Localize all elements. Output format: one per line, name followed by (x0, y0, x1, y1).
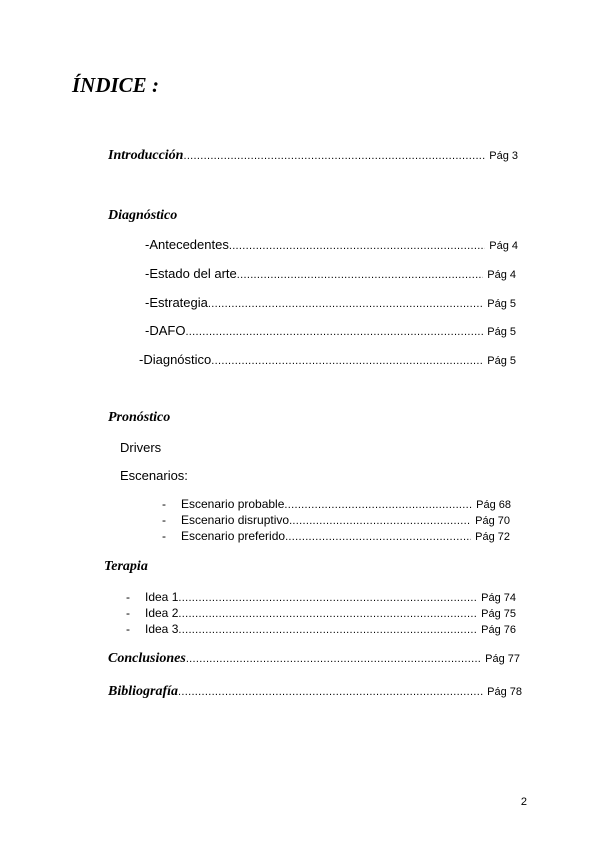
toc-entry-antecedentes[interactable] (145, 237, 518, 252)
toc-label-text: Escenario preferido (181, 529, 286, 543)
dot-leader (183, 150, 485, 162)
dot-leader (284, 499, 472, 511)
toc-page: Pág 5 (487, 355, 516, 367)
toc-entry-estrategia[interactable] (145, 295, 516, 310)
toc-page: Pág 76 (481, 624, 516, 636)
dot-leader (178, 608, 477, 620)
toc-label (126, 622, 178, 636)
page-number: 2 (520, 796, 527, 808)
toc-page: Pág 5 (487, 326, 516, 338)
toc-page: Pág 4 (489, 240, 518, 252)
toc-label: -Diagnóstico (139, 352, 212, 367)
section-heading-pronostico: Pronóstico (108, 410, 171, 425)
toc-entry-dafo[interactable] (145, 323, 516, 338)
bullet-dash: - (126, 606, 130, 620)
toc-page: Pág 3 (489, 150, 518, 162)
toc-entry-estado-del-arte[interactable] (145, 266, 516, 281)
toc-label-text: Escenario disruptivo (181, 513, 290, 527)
toc-label-text: Idea 1 (145, 590, 179, 604)
toc-entry-escenario-probable[interactable] (162, 497, 511, 511)
section-heading-diagnostico: Diagnóstico (108, 208, 178, 223)
toc-label-text: Escenario probable (181, 497, 285, 511)
dot-leader (211, 355, 483, 367)
dot-leader (289, 515, 471, 527)
toc-entry-escenario-disruptivo[interactable] (162, 513, 510, 527)
toc-page: Pág 72 (475, 531, 510, 543)
toc-label: Conclusiones (108, 651, 186, 666)
dot-leader (178, 686, 483, 698)
toc-page: Pág 68 (476, 499, 511, 511)
dot-leader (229, 240, 485, 252)
dot-leader (178, 592, 477, 604)
toc-page: Pág 74 (481, 592, 516, 604)
toc-label: Bibliografía (108, 684, 179, 699)
toc-page: Pág 75 (481, 608, 516, 620)
dot-leader (208, 298, 483, 310)
bullet-dash: - (162, 497, 166, 511)
page-title: ÍNDICE : (72, 73, 159, 97)
toc-subheading-escenarios: Escenarios: (120, 468, 188, 483)
toc-label (126, 606, 178, 620)
dot-leader (186, 653, 481, 665)
toc-label: -Estado del arte (145, 266, 237, 281)
toc-entry-conclusiones[interactable] (108, 651, 520, 667)
toc-entry-idea-2[interactable] (126, 606, 516, 620)
toc-page: Pág 77 (485, 653, 520, 665)
toc-label: -Estrategia (145, 295, 208, 310)
toc-label: Introducción (108, 148, 184, 163)
toc-entry-diagnostico[interactable] (139, 352, 516, 367)
toc-label (162, 529, 285, 543)
toc-entry-idea-3[interactable] (126, 622, 516, 636)
bullet-dash: - (162, 513, 166, 527)
dot-leader (285, 531, 471, 543)
toc-label (126, 590, 178, 604)
toc-label: -DAFO (145, 323, 186, 338)
toc-label-text: Idea 2 (145, 606, 179, 620)
toc-subheading-drivers: Drivers (120, 440, 162, 455)
bullet-dash: - (162, 529, 166, 543)
toc-page: Pág 4 (487, 269, 516, 281)
toc-label (162, 513, 289, 527)
toc-label-text: Idea 3 (145, 622, 179, 636)
toc-entry-idea-1[interactable] (126, 590, 516, 604)
toc-label (162, 497, 284, 511)
toc-page: Pág 5 (487, 298, 516, 310)
toc-label: -Antecedentes (145, 237, 229, 252)
toc-entry-escenario-preferido[interactable] (162, 529, 510, 543)
toc-page: Pág 78 (487, 686, 522, 698)
dot-leader (237, 269, 483, 281)
dot-leader (178, 624, 477, 636)
bullet-dash: - (126, 622, 130, 636)
dot-leader (185, 326, 483, 338)
bullet-dash: - (126, 590, 130, 604)
section-heading-terapia: Terapia (104, 559, 148, 574)
toc-entry-bibliografia[interactable] (108, 684, 522, 700)
toc-page: Pág 70 (475, 515, 510, 527)
toc-entry-introduccion[interactable] (108, 148, 518, 164)
